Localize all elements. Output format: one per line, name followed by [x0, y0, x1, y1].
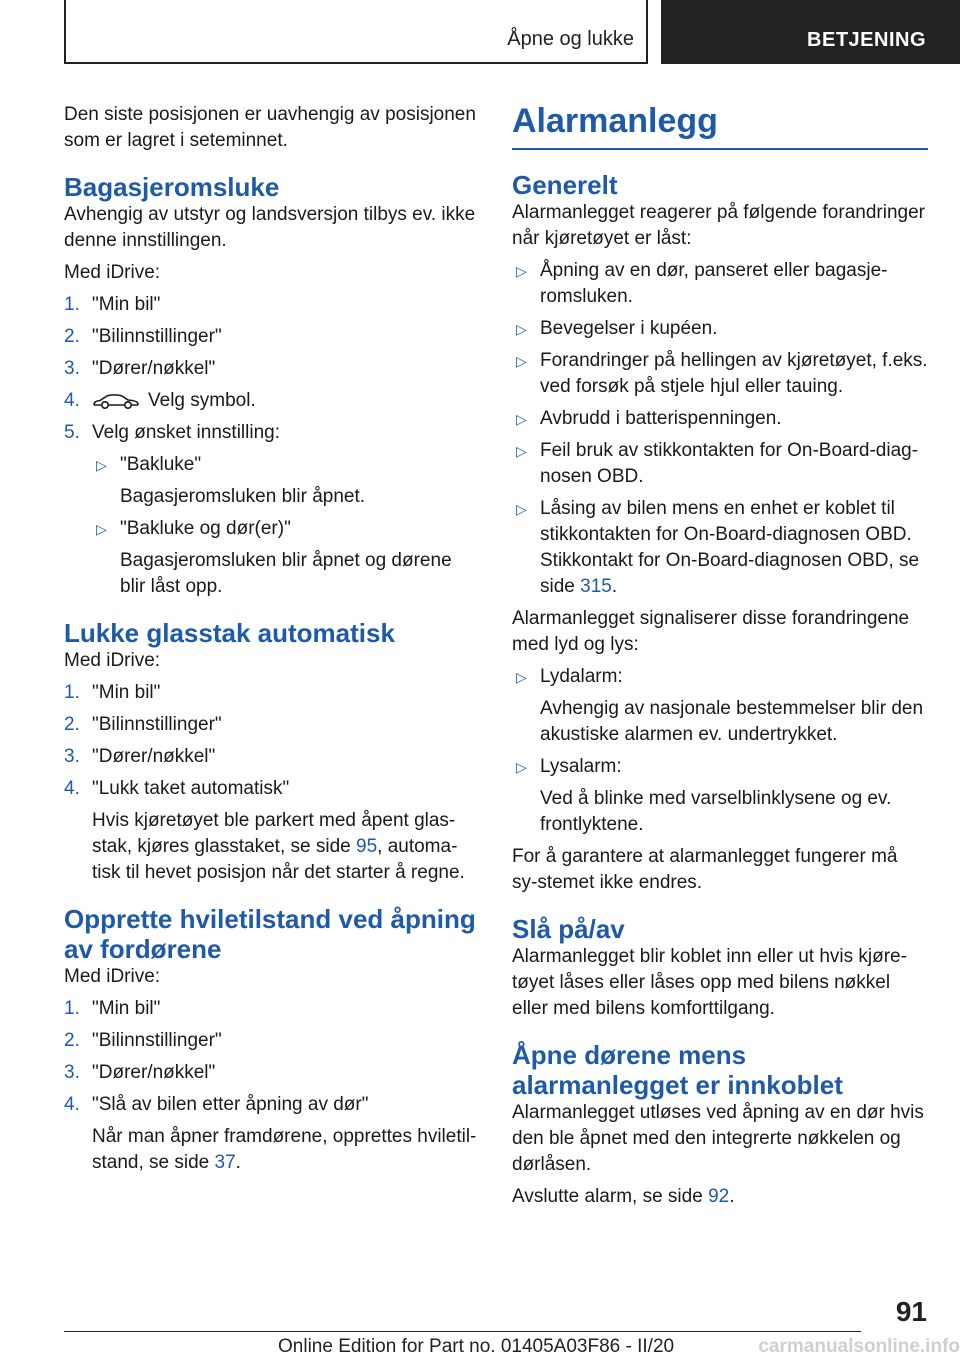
bullet-triangle-icon: ▷	[96, 521, 107, 537]
list-item	[64, 712, 478, 738]
section-glasstak	[64, 618, 478, 886]
item-text: "Slå av bilen etter åpning av dør"	[92, 1094, 369, 1115]
bullet-triangle-icon: ▷	[516, 263, 527, 279]
item-text: "Lukk taket automatisk"	[92, 778, 290, 799]
item-text: Feil bruk av stikkontakten for On-Board-diag-nosen OBD.	[540, 440, 919, 487]
list-item	[64, 1028, 478, 1054]
list-item	[64, 776, 478, 802]
numbered-list	[64, 996, 478, 1176]
page-link[interactable]: 37	[214, 1152, 236, 1173]
section-hviletilstand	[64, 904, 478, 1176]
paragraph: Med iDrive:	[64, 262, 161, 283]
item-description: Ved å blinke med varselblinklysene og ev. frontlyktene.	[540, 788, 892, 835]
page-link[interactable]: 92	[708, 1186, 730, 1207]
numbered-list	[64, 292, 478, 600]
item-number: 5.	[64, 422, 80, 443]
sub-item	[92, 516, 478, 542]
item-text: Bevegelser i kupéen.	[540, 318, 718, 339]
desc-text: Når man åpner framdørene, opprettes hviletil-stand, se side	[92, 1126, 477, 1173]
item-text: "Dører/nøkkel"	[92, 358, 216, 379]
item-description: Bagasjeromsluken blir åpnet.	[120, 486, 366, 507]
car-icon	[92, 392, 140, 410]
item-text: Åpning av en dør, panseret eller bagasje-romsluken.	[540, 260, 888, 307]
item-text: "Dører/nøkkel"	[92, 1062, 216, 1083]
item-number: 1.	[64, 998, 80, 1019]
item-text: "Bilinnstillinger"	[92, 714, 222, 735]
item-number: 3.	[64, 1062, 80, 1083]
list-item	[64, 680, 478, 706]
section-heading: Opprette hviletilstand ved åpning av fordørene	[64, 904, 476, 964]
footer-divider	[64, 1331, 861, 1332]
list-item	[512, 258, 928, 310]
desc-text: Hvis kjøretøyet ble parkert med åpent glas-stak, kjøres glasstaket, se side	[92, 810, 456, 857]
item-text: "Min bil"	[92, 682, 161, 703]
item-text: Velg symbol.	[148, 390, 256, 411]
item-number: 4.	[64, 1094, 80, 1115]
section-heading: Lukke glasstak automatisk	[64, 618, 395, 648]
item-text: Lydalarm:	[540, 666, 623, 687]
footer-edition: Online Edition for Part no. 01405A03F86 - II/20	[278, 1336, 675, 1357]
list-item	[64, 292, 478, 318]
item-number: 4.	[64, 390, 80, 411]
list-item	[64, 996, 478, 1022]
right-column	[512, 100, 928, 1216]
bullet-triangle-icon: ▷	[516, 669, 527, 685]
page-number: 91	[895, 1296, 927, 1327]
list-item	[512, 496, 928, 600]
item-number: 2.	[64, 1030, 80, 1051]
page-link[interactable]: 95	[356, 836, 378, 857]
page-link[interactable]: 315	[580, 576, 612, 597]
list-item	[64, 324, 478, 350]
bullet-triangle-icon: ▷	[96, 457, 107, 473]
intro-text: Den siste posisjonen er uavhengig av posisjonen som er lagret i seteminnet.	[64, 104, 476, 151]
bullet-list	[512, 664, 928, 838]
paragraph: Med iDrive:	[64, 966, 161, 987]
list-item	[512, 754, 928, 780]
sub-list	[92, 452, 478, 600]
item-text: Lysalarm:	[540, 756, 622, 777]
paragraph	[512, 1184, 928, 1210]
section-heading: Generelt	[512, 170, 618, 200]
item-text: Avbrudd i batterispenningen.	[540, 408, 782, 429]
desc-text: .	[235, 1152, 241, 1173]
section-generelt	[512, 170, 928, 896]
paragraph-text: .	[729, 1186, 735, 1207]
paragraph: Alarmanlegget utløses ved åpning av en dør hvis den ble åpnet med den integrerte nøkkelen og dørlåsen.	[512, 1102, 924, 1175]
item-number: 1.	[64, 294, 80, 315]
item-description: Avhengig av nasjonale bestemmelser blir den akustiske alarmen ev. undertrykket.	[540, 698, 924, 745]
paragraph: For å garantere at alarmanlegget fungerer må sy-stemet ikke endres.	[512, 846, 898, 893]
item-text: "Min bil"	[92, 998, 161, 1019]
item-text: .	[611, 576, 618, 597]
list-item	[512, 348, 928, 400]
bullet-triangle-icon: ▷	[516, 443, 527, 459]
item-text: "Bakluke"	[120, 454, 202, 475]
section-heading: Bagasjeromsluke	[64, 172, 280, 202]
bullet-triangle-icon: ▷	[516, 321, 527, 337]
list-item	[512, 316, 928, 342]
chapter-heading: Alarmanlegg	[512, 100, 928, 150]
item-text: "Bilinnstillinger"	[92, 1030, 222, 1051]
item-text: Forandringer på hellingen av kjøretøyet, f.eks. ved forsøk på stjele hjul eller tauing.	[540, 350, 928, 397]
chapter-title: Åpne og lukke	[507, 28, 634, 50]
list-item	[64, 744, 478, 770]
section-heading: Slå på/av	[512, 914, 625, 944]
item-text: Velg ønsket innstilling:	[92, 422, 280, 443]
item-text: Låsing av bilen mens en enhet er koblet til stikkontakten for On-Board-diagnosen OBD. Stikkontakt for On-Board-diagnosen OBD, se side	[540, 498, 920, 597]
bullet-triangle-icon: ▷	[516, 759, 527, 775]
list-item	[512, 664, 928, 690]
item-number: 2.	[64, 326, 80, 347]
item-number: 3.	[64, 358, 80, 379]
item-number: 1.	[64, 682, 80, 703]
numbered-list	[64, 680, 478, 886]
section-apne-dorene	[512, 1040, 928, 1210]
section-bagasjeromsluke	[64, 172, 478, 600]
item-text: "Bakluke og dør(er)"	[120, 518, 291, 539]
list-item	[64, 356, 478, 382]
paragraph: Avhengig av utstyr og landsversjon tilbys ev. ikke denne innstillingen.	[64, 204, 476, 251]
item-number: 2.	[64, 714, 80, 735]
item-description	[92, 808, 478, 886]
list-item	[512, 438, 928, 490]
paragraph: Alarmanlegget reagerer på følgende forandringer når kjøretøyet er låst:	[512, 202, 925, 249]
watermark: carmanualsonline.info	[758, 1336, 960, 1357]
paragraph: Alarmanlegget blir koblet inn eller ut hvis kjøre-tøyet låses eller låses opp med bilens nøkkel eller med bilens komforttilgang.	[512, 946, 907, 1019]
list-item	[64, 388, 478, 414]
desc-text: , automa-tisk til hevet posisjon når det starter å regne.	[92, 836, 465, 883]
left-column	[64, 102, 478, 1182]
bullet-triangle-icon: ▷	[516, 411, 527, 427]
section-tab: BETJENING	[807, 29, 926, 51]
header-title-box	[64, 0, 648, 64]
item-text: "Dører/nøkkel"	[92, 746, 216, 767]
sub-item	[92, 452, 478, 478]
item-number: 4.	[64, 778, 80, 799]
header-section-box	[661, 0, 960, 64]
item-description	[92, 1124, 478, 1176]
bullet-triangle-icon: ▷	[516, 353, 527, 369]
paragraph-text: Avslutte alarm, se side	[512, 1186, 709, 1207]
paragraph: Med iDrive:	[64, 650, 161, 671]
paragraph: Alarmanlegget signaliserer disse forandringene med lyd og lys:	[512, 608, 910, 655]
item-description: Bagasjeromsluken blir åpnet og dørene blir låst opp.	[120, 550, 452, 597]
section-heading: Åpne dørene mens alarmanlegget er innkoblet	[512, 1040, 843, 1100]
list-item	[512, 406, 928, 432]
bullet-list	[512, 258, 928, 600]
list-item	[64, 420, 478, 446]
section-sla-pa-av	[512, 914, 928, 1022]
item-text: "Bilinnstillinger"	[92, 326, 222, 347]
bullet-triangle-icon: ▷	[516, 501, 527, 517]
item-text: "Min bil"	[92, 294, 161, 315]
list-item	[64, 1060, 478, 1086]
item-number: 3.	[64, 746, 80, 767]
list-item	[64, 1092, 478, 1118]
